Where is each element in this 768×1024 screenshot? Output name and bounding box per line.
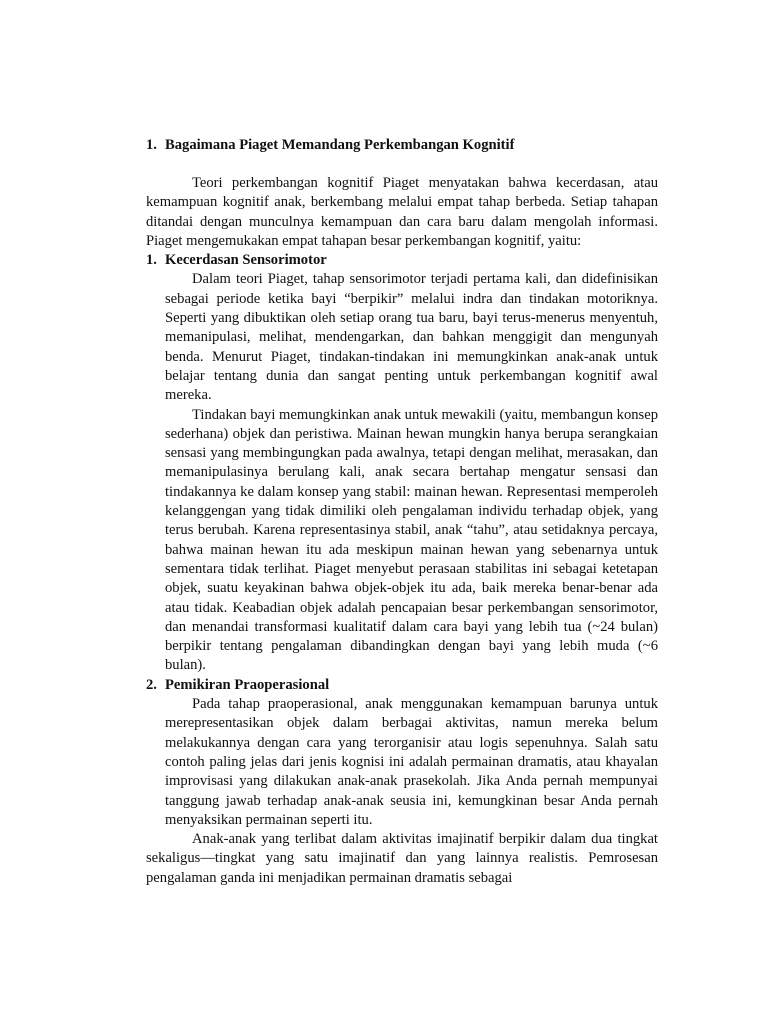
section-sensorimotor: [146, 251, 658, 676]
body-paragraph: Dalam teori Piaget, tahap sensorimotor terjadi pertama kali, dan didefinisikan sebagai periode ketika bayi “berpikir” melalui indra dan tindakan motoriknya. Seperti yang dibuktikan oleh setiap orang tua baru, bayi terus-menerus menyentuh, memanipulasi, melihat, mendengarkan, dan bahkan menggigit dan mengunyah benda. Menurut Piaget, tindakan-tindakan ini memungkinkan anak-anak untuk belajar tentang dunia dan sangat penting untuk perkembangan kognitif awal mereka.: [165, 271, 658, 404]
body-paragraph: Tindakan bayi memungkinkan anak untuk mewakili (yaitu, membangun konsep sederhana) objek dan peristiwa. Mainan hewan mungkin hanya berupa serangkaian sensasi yang membingungkan pada awalnya, tetapi dengan melihat, merasakan, dan memanipulasinya berulang kali, anak secara bertahap mengatur sensasi dan tindakannya ke dalam konsep yang stabil: mainan hewan. Representasi memperoleh kelanggengan yang tidak dimiliki oleh pengalaman individu terhadap objek, yang terus berubah. Karena representasinya stabil, anak “tahu”, atau setidaknya percaya, bahwa mainan hewan itu ada meskipun mainan hewan yang sebenarnya untuk sementara tidak terlihat. Piaget menyebut perasaan stabilitas ini sebagai ketetapan objek, suatu keyakinan bahwa objek-objek itu ada, baik mereka benar-benar ada atau tidak. Keabadian objek adalah pencapaian besar perkembangan sensorimotor, dan menandai transformasi kualitatif dalam cara bayi yang lebih tua (~24 bulan) berpikir tentang pengalaman dibandingkan dengan bayi yang lebih muda (~6 bulan).: [165, 406, 658, 674]
section-body: [146, 270, 658, 675]
section-title: Kecerdasan Sensorimotor: [165, 252, 327, 269]
section-heading: [146, 676, 658, 695]
section-preoperational: [146, 676, 658, 830]
section-heading: [146, 251, 658, 270]
document-content: [146, 136, 658, 888]
section-number: 2.: [146, 676, 157, 693]
main-heading: [146, 136, 658, 156]
main-heading-number: 1.: [146, 137, 157, 153]
main-heading-text: Bagaimana Piaget Memandang Perkembangan Kognitif: [165, 137, 515, 153]
section-body: [146, 695, 658, 830]
body-paragraph: Pada tahap praoperasional, anak menggunakan kemampuan barunya untuk merepresentasikan objek dalam berbagai aktivitas, namun mereka belum melakukannya dengan cara yang terorganisir atau logis sepenuhnya. Salah satu contoh paling jelas dari jenis kognisi ini adalah permainan dramatis, atau khayalan improvisasi yang dilakukan anak-anak prasekolah. Jika Anda pernah mempunyai tanggung jawab terhadap anak-anak seusia ini, kemungkinan besar Anda pernah menyaksikan permainan seperti itu.: [165, 696, 658, 828]
section-title: Pemikiran Praoperasional: [165, 676, 330, 693]
section-number: 1.: [146, 252, 157, 269]
continuation-paragraph: Anak-anak yang terlibat dalam aktivitas imajinatif berpikir dalam dua tingkat sekaligus—tingkat yang satu imajinatif dan yang lainnya realistis. Pemrosesan pengalaman ganda ini menjadikan permainan dramatis sebagai: [146, 831, 658, 886]
intro-paragraph: Teori perkembangan kognitif Piaget menyatakan bahwa kecerdasan, atau kemampuan kognitif anak, berkembang melalui empat tahap berbeda. Setiap tahapan ditandai dengan munculnya kemampuan dan cara baru dalam mengolah informasi. Piaget mengemukakan empat tahapan besar perkembangan kognitif, yaitu:: [146, 175, 658, 249]
